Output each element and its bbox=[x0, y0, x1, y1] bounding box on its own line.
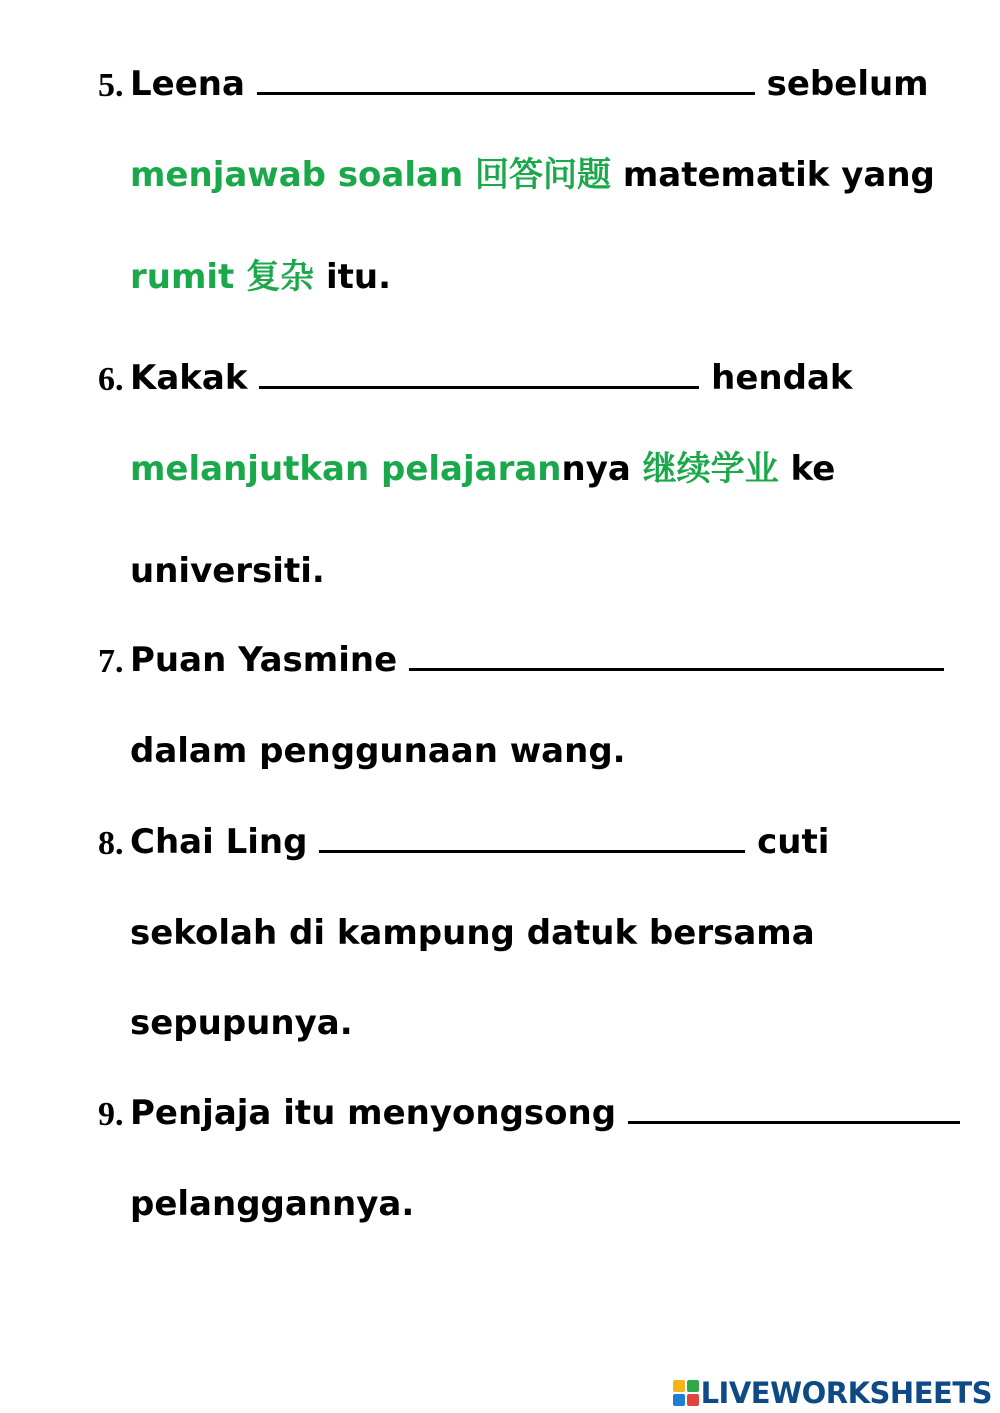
question-5-green-word: rumit 复杂 bbox=[130, 257, 315, 297]
question-5-line-1 bbox=[130, 62, 929, 106]
question-9-text-before: Penjaja itu menyongsong bbox=[130, 1093, 628, 1133]
question-8-line-1 bbox=[130, 820, 829, 864]
liveworksheets-logo-icon bbox=[673, 1380, 699, 1406]
question-9-line-2 bbox=[130, 1182, 414, 1226]
question-6-text-before: Kakak bbox=[130, 358, 260, 398]
answer-blank-8[interactable] bbox=[319, 822, 745, 853]
question-6-text-end: universiti. bbox=[130, 551, 325, 591]
question-6-green-chinese: 继续学业 bbox=[642, 449, 779, 489]
question-number-9: 9. bbox=[98, 1096, 124, 1133]
question-5-line-2 bbox=[130, 153, 935, 197]
question-number-6: 6. bbox=[98, 361, 124, 398]
question-number-7: 7. bbox=[98, 643, 124, 680]
question-8-text-end: sepupunya. bbox=[130, 1003, 353, 1043]
question-9-line-1 bbox=[130, 1091, 960, 1135]
question-5-line-3 bbox=[130, 255, 391, 299]
question-8-line-3 bbox=[130, 1001, 353, 1045]
question-7-text-end: dalam penggunaan wang. bbox=[130, 731, 626, 771]
question-9-text-end: pelanggannya. bbox=[130, 1184, 415, 1224]
question-7-line-2 bbox=[130, 729, 626, 773]
question-5-text-before: Leena bbox=[130, 64, 257, 104]
question-number-5: 5. bbox=[98, 67, 124, 104]
question-5-text-end: itu. bbox=[314, 257, 392, 297]
question-6-line-1 bbox=[130, 356, 853, 400]
question-5-text-after: sebelum bbox=[754, 64, 929, 104]
question-8-line-2 bbox=[130, 911, 815, 955]
question-6-line-2 bbox=[130, 447, 835, 491]
question-5-text: matematik yang bbox=[611, 155, 935, 195]
question-6-suffix: nya bbox=[561, 449, 643, 489]
question-6-text: ke bbox=[778, 449, 836, 489]
question-8-text-after: cuti bbox=[745, 822, 830, 862]
question-8-text: sekolah di kampung datuk bersama bbox=[130, 913, 815, 953]
logo-text: LIVEWORKSHEETS bbox=[700, 1376, 992, 1410]
liveworksheets-logo bbox=[673, 1376, 992, 1410]
answer-blank-6[interactable] bbox=[259, 358, 699, 389]
question-6-text-after: hendak bbox=[699, 358, 853, 398]
answer-blank-9[interactable] bbox=[628, 1093, 960, 1124]
question-7-text-before: Puan Yasmine bbox=[130, 640, 409, 680]
question-number-8: 8. bbox=[98, 825, 124, 862]
question-8-text-before: Chai Ling bbox=[130, 822, 320, 862]
answer-blank-7[interactable] bbox=[409, 640, 944, 671]
question-6-line-3 bbox=[130, 549, 325, 593]
question-6-green-phrase: melanjutkan pelajaran bbox=[130, 449, 562, 489]
answer-blank-5[interactable] bbox=[257, 64, 755, 95]
question-5-green-phrase: menjawab soalan 回答问题 bbox=[130, 155, 611, 195]
question-7-line-1 bbox=[130, 638, 944, 682]
